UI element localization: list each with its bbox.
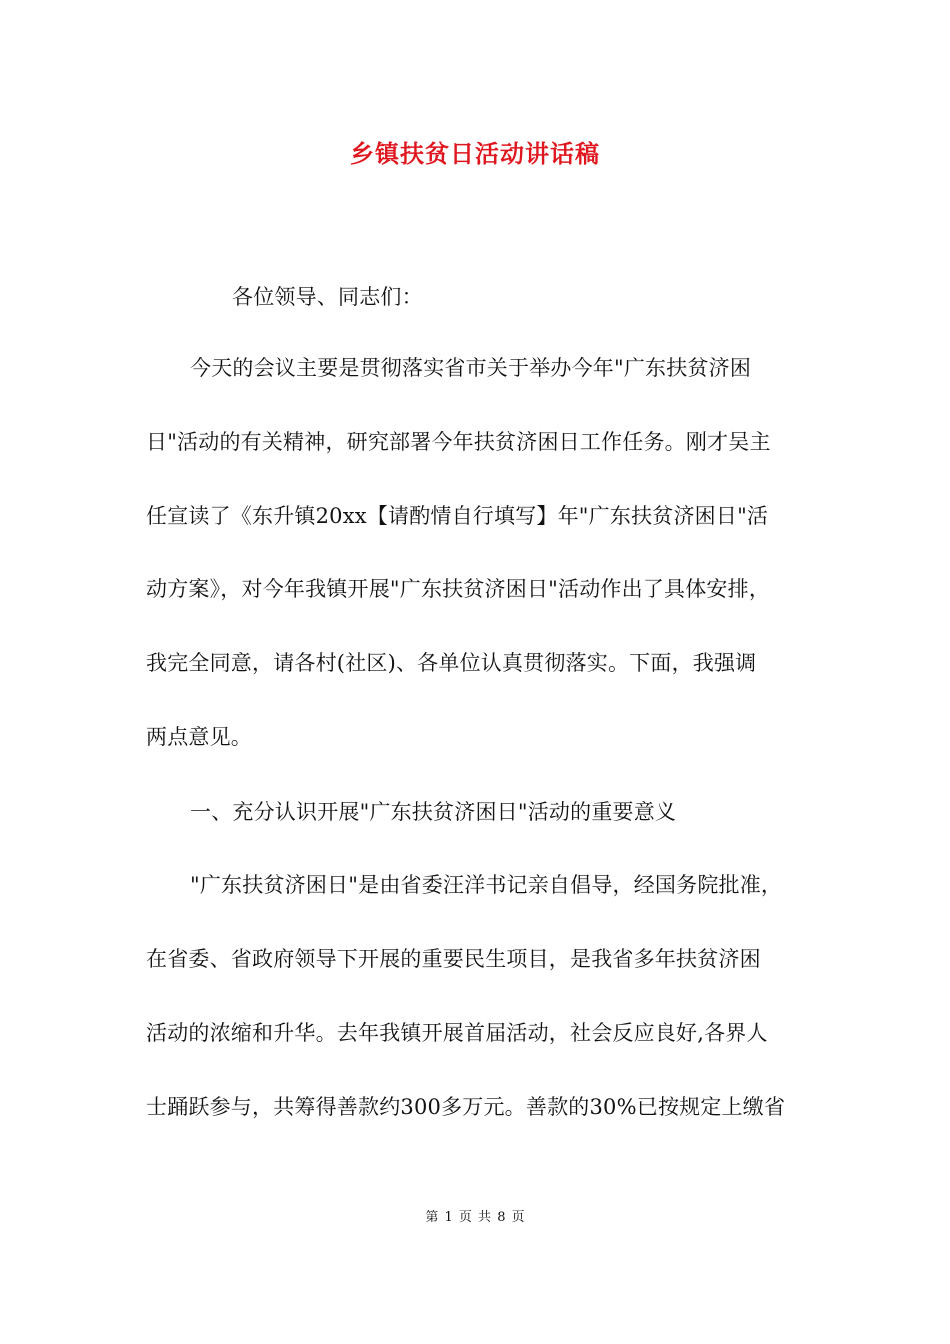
paragraph-line: 两点意见。: [146, 725, 252, 749]
paragraph-line: "广东扶贫济困日"是由省委汪洋书记亲自倡导，经国务院批准，: [190, 873, 783, 897]
paragraph-line: 今天的会议主要是贯彻落实省市关于举办今年"广东扶贫济困: [190, 356, 752, 380]
page-number-footer: 第 1 页 共 8 页: [425, 1210, 525, 1225]
salutation: 各位领导、同志们：: [232, 285, 423, 309]
paragraph-line: 任宣读了《东升镇20xx【请酌情自行填写】年"广东扶贫济困日"活: [146, 504, 769, 528]
paragraph-line: 我完全同意，请各村(社区)、各单位认真贯彻落实。下面，我强调: [146, 651, 757, 675]
paragraph-line: 动方案》，对今年我镇开展"广东扶贫济困日"活动作出了具体安排，: [146, 577, 771, 601]
paragraph-line: 在省委、省政府领导下开展的重要民生项目，是我省多年扶贫济困: [146, 947, 761, 971]
paragraph-line: 士踊跃参与，共筹得善款约300多万元。善款的30%已按规定上缴省: [146, 1095, 786, 1119]
paragraph-line: 日"活动的有关精神，研究部署今年扶贫济困日工作任务。刚才吴主: [146, 430, 771, 454]
paragraph-line: 活动的浓缩和升华。去年我镇开展首届活动，社会反应良好,各界人: [146, 1021, 768, 1045]
section-heading: 一、充分认识开展"广东扶贫济困日"活动的重要意义: [190, 800, 677, 824]
document-title: 乡镇扶贫日活动讲话稿: [350, 140, 600, 168]
